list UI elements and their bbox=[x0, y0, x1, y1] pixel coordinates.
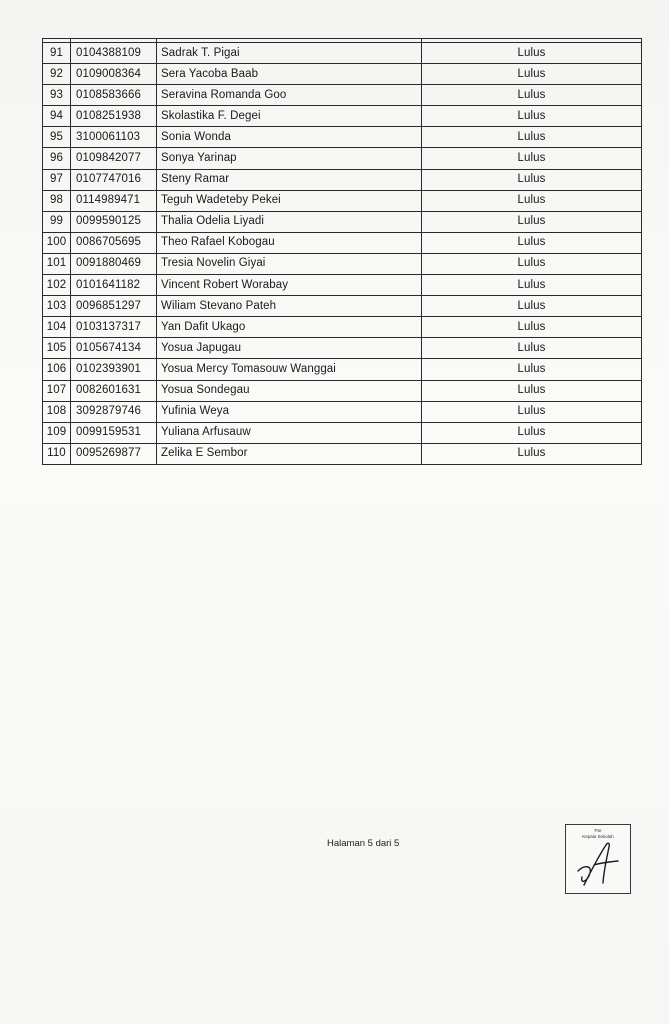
row-student-name: Steny Ramar bbox=[157, 169, 422, 190]
table-row bbox=[43, 64, 642, 85]
row-status: Lulus bbox=[422, 317, 642, 338]
row-number: 100 bbox=[43, 232, 71, 253]
table-row bbox=[43, 359, 642, 380]
row-number: 92 bbox=[43, 64, 71, 85]
table-body bbox=[43, 39, 642, 465]
row-student-name: Teguh Wadeteby Pekei bbox=[157, 190, 422, 211]
row-status: Lulus bbox=[422, 64, 642, 85]
row-number: 99 bbox=[43, 211, 71, 232]
row-status: Lulus bbox=[422, 169, 642, 190]
table-row bbox=[43, 380, 642, 401]
table-row bbox=[43, 253, 642, 274]
page-number-label: Halaman 5 dari 5 bbox=[327, 838, 400, 849]
row-nisn: 0082601631 bbox=[71, 380, 157, 401]
row-number: 106 bbox=[43, 359, 71, 380]
row-status: Lulus bbox=[422, 338, 642, 359]
table-row bbox=[43, 232, 642, 253]
table-row bbox=[43, 296, 642, 317]
row-student-name: Yan Dafit Ukago bbox=[157, 317, 422, 338]
table-row bbox=[43, 275, 642, 296]
handwritten-signature-icon bbox=[570, 835, 626, 891]
row-nisn: 0101641182 bbox=[71, 275, 157, 296]
row-status: Lulus bbox=[422, 127, 642, 148]
row-number: 98 bbox=[43, 190, 71, 211]
row-student-name: Sera Yacoba Baab bbox=[157, 64, 422, 85]
row-student-name: Yosua Sondegau bbox=[157, 380, 422, 401]
row-nisn: 0107747016 bbox=[71, 169, 157, 190]
row-number: 101 bbox=[43, 253, 71, 274]
table-row bbox=[43, 190, 642, 211]
principal-signature-stamp bbox=[565, 824, 631, 894]
row-nisn: 0096851297 bbox=[71, 296, 157, 317]
row-nisn: 0104388109 bbox=[71, 43, 157, 64]
stamp-line1: Par bbox=[594, 828, 602, 833]
table-row bbox=[43, 443, 642, 464]
table-row bbox=[43, 127, 642, 148]
row-status: Lulus bbox=[422, 422, 642, 443]
row-student-name: Yufinia Weya bbox=[157, 401, 422, 422]
table-row bbox=[43, 43, 642, 64]
row-student-name: Sadrak T. Pigai bbox=[157, 43, 422, 64]
row-status: Lulus bbox=[422, 148, 642, 169]
row-student-name: Vincent Robert Worabay bbox=[157, 275, 422, 296]
row-student-name: Yosua Mercy Tomasouw Wanggai bbox=[157, 359, 422, 380]
table-row bbox=[43, 211, 642, 232]
row-status: Lulus bbox=[422, 43, 642, 64]
row-number: 93 bbox=[43, 85, 71, 106]
row-nisn: 0091880469 bbox=[71, 253, 157, 274]
table-row bbox=[43, 169, 642, 190]
row-nisn: 0109842077 bbox=[71, 148, 157, 169]
row-status: Lulus bbox=[422, 85, 642, 106]
row-student-name: Yuliana Arfusauw bbox=[157, 422, 422, 443]
row-number: 104 bbox=[43, 317, 71, 338]
row-nisn: 0109008364 bbox=[71, 64, 157, 85]
row-number: 91 bbox=[43, 43, 71, 64]
row-status: Lulus bbox=[422, 443, 642, 464]
row-student-name: Skolastika F. Degei bbox=[157, 106, 422, 127]
table-row bbox=[43, 338, 642, 359]
row-status: Lulus bbox=[422, 106, 642, 127]
row-number: 103 bbox=[43, 296, 71, 317]
row-nisn: 0086705695 bbox=[71, 232, 157, 253]
table-row bbox=[43, 401, 642, 422]
table-row bbox=[43, 106, 642, 127]
row-student-name: Tresia Novelin Giyai bbox=[157, 253, 422, 274]
row-number: 94 bbox=[43, 106, 71, 127]
row-status: Lulus bbox=[422, 232, 642, 253]
table-row bbox=[43, 85, 642, 106]
row-nisn: 0099590125 bbox=[71, 211, 157, 232]
row-status: Lulus bbox=[422, 296, 642, 317]
row-nisn: 0103137317 bbox=[71, 317, 157, 338]
row-student-name: Yosua Japugau bbox=[157, 338, 422, 359]
row-nisn: 0105674134 bbox=[71, 338, 157, 359]
row-nisn: 0108251938 bbox=[71, 106, 157, 127]
graduation-result-table bbox=[42, 38, 642, 465]
row-number: 108 bbox=[43, 401, 71, 422]
row-status: Lulus bbox=[422, 359, 642, 380]
row-number: 96 bbox=[43, 148, 71, 169]
stamp-line2: Kepala Sekolah bbox=[582, 834, 614, 839]
row-status: Lulus bbox=[422, 401, 642, 422]
row-nisn: 3100061103 bbox=[71, 127, 157, 148]
row-number: 97 bbox=[43, 169, 71, 190]
row-number: 107 bbox=[43, 380, 71, 401]
row-student-name: Seravina Romanda Goo bbox=[157, 85, 422, 106]
row-student-name: Theo Rafael Kobogau bbox=[157, 232, 422, 253]
row-nisn: 0099159531 bbox=[71, 422, 157, 443]
row-status: Lulus bbox=[422, 380, 642, 401]
row-number: 110 bbox=[43, 443, 71, 464]
row-status: Lulus bbox=[422, 253, 642, 274]
row-nisn: 0102393901 bbox=[71, 359, 157, 380]
row-nisn: 0095269877 bbox=[71, 443, 157, 464]
row-status: Lulus bbox=[422, 275, 642, 296]
row-status: Lulus bbox=[422, 211, 642, 232]
row-student-name: Thalia Odelia Liyadi bbox=[157, 211, 422, 232]
row-number: 105 bbox=[43, 338, 71, 359]
row-student-name: Sonia Wonda bbox=[157, 127, 422, 148]
table-row bbox=[43, 422, 642, 443]
row-student-name: Wiliam Stevano Pateh bbox=[157, 296, 422, 317]
row-number: 95 bbox=[43, 127, 71, 148]
table-row bbox=[43, 148, 642, 169]
row-number: 109 bbox=[43, 422, 71, 443]
row-student-name: Zelika E Sembor bbox=[157, 443, 422, 464]
row-nisn: 3092879746 bbox=[71, 401, 157, 422]
row-student-name: Sonya Yarinap bbox=[157, 148, 422, 169]
row-nisn: 0108583666 bbox=[71, 85, 157, 106]
row-number: 102 bbox=[43, 275, 71, 296]
row-status: Lulus bbox=[422, 190, 642, 211]
row-nisn: 0114989471 bbox=[71, 190, 157, 211]
table-row bbox=[43, 317, 642, 338]
